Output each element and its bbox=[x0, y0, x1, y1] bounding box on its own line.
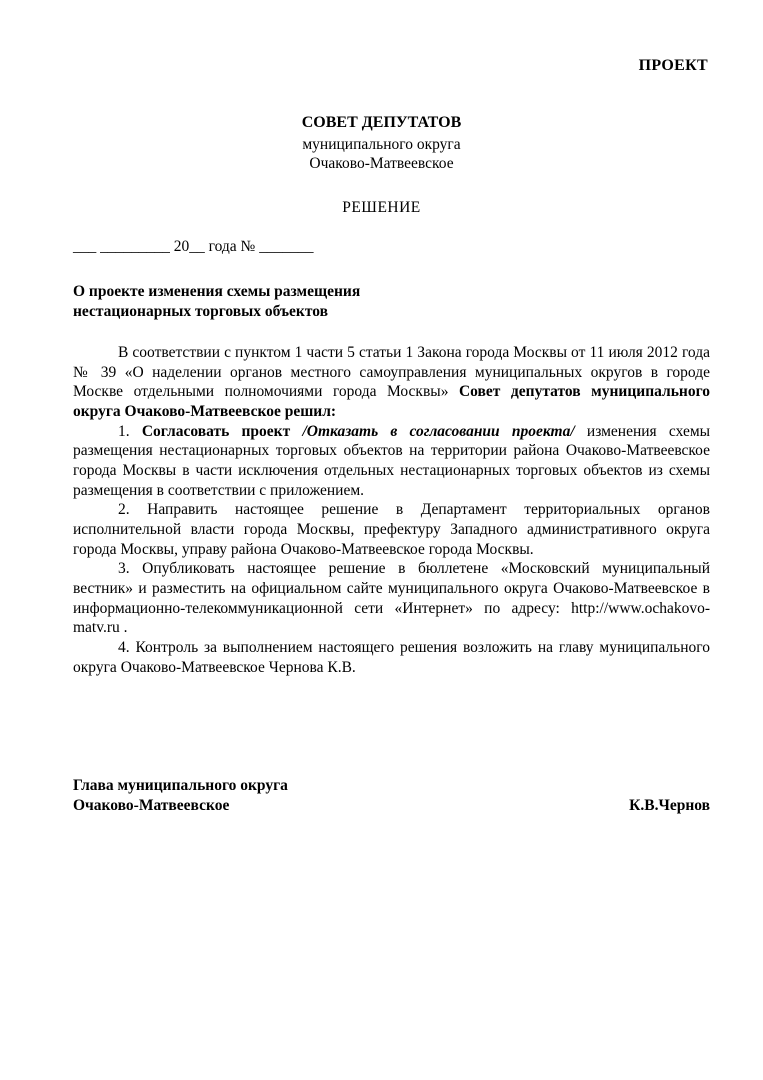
list-item bbox=[73, 500, 710, 559]
item-number: 4. bbox=[118, 639, 130, 657]
item-bold-lead: Согласовать проект bbox=[141, 422, 291, 440]
decided-text: Совет депутатов муниципального округа Очаково-Матвеевское решил: bbox=[73, 383, 710, 421]
item-text: Направить настоящее решение в Департамент территориальных органов исполнительной власти города Москвы, префектуру Западного административного округа города Москвы, управу района Очаково-Матвеевское города Москвы. bbox=[73, 501, 710, 558]
signature-row bbox=[73, 796, 710, 816]
list-item bbox=[73, 559, 710, 638]
document-subject bbox=[73, 282, 473, 322]
signatory-title-line-1: Глава муниципального округа bbox=[73, 777, 288, 794]
organization-name: СОВЕТ ДЕПУТАТОВ bbox=[301, 114, 462, 131]
signature-block bbox=[73, 776, 710, 816]
header-line-1: муниципального округа bbox=[302, 136, 461, 153]
item-number: 1. bbox=[118, 422, 130, 440]
preamble-paragraph bbox=[73, 343, 710, 422]
document-header bbox=[0, 113, 763, 174]
subject-line-1: О проекте изменения схемы размещения bbox=[73, 283, 361, 300]
list-item bbox=[73, 422, 710, 501]
item-bold-italic: /Отказать в согласовании проекта/ bbox=[302, 422, 575, 440]
item-text: изменения схемы размещения нестационарных торговых объектов на территории района Очаково-Матвеевское города Москвы в части исключения отдельных нестационарных торговых объектов из схемы размещения в соответствии с приложением. bbox=[73, 422, 711, 499]
signatory-name: К.В.Чернов bbox=[629, 797, 710, 815]
preamble-text: В соответствии с пунктом 1 части 5 статьи 1 Закона города Москвы от 11 июля 2012 года № 39 «О наделении органов местного самоуправления муниципальных округов в городе Москве отдельными полномочиями города Москвы» bbox=[73, 344, 710, 401]
signatory-title-line-2: Очаково-Матвеевское bbox=[73, 797, 230, 815]
draft-stamp: ПРОЕКТ bbox=[638, 57, 708, 74]
item-text: Контроль за выполнением настоящего решения возложить на главу муниципального округа Очаково-Матвеевское Чернова К.В. bbox=[73, 639, 711, 676]
document-type: РЕШЕНИЕ bbox=[342, 199, 421, 216]
subject-line-2: нестационарных торговых объектов bbox=[73, 303, 329, 321]
item-number: 3. bbox=[118, 560, 130, 578]
item-text: Опубликовать настоящее решение в бюллетене «Московский муниципальный вестник» и разместить на официальном сайте муниципального округа Очаково-Матвеевское в информационно-телекоммуникационной сети «Интернет» по адресу: http://www.ochakovo-matv.ru . bbox=[73, 560, 711, 637]
document-body bbox=[73, 343, 710, 677]
date-number-line: ___ _________ 20__ года № _______ bbox=[73, 238, 314, 255]
item-number: 2. bbox=[118, 501, 130, 519]
list-item bbox=[73, 638, 710, 677]
header-line-2: Очаково-Матвеевское bbox=[309, 155, 454, 173]
